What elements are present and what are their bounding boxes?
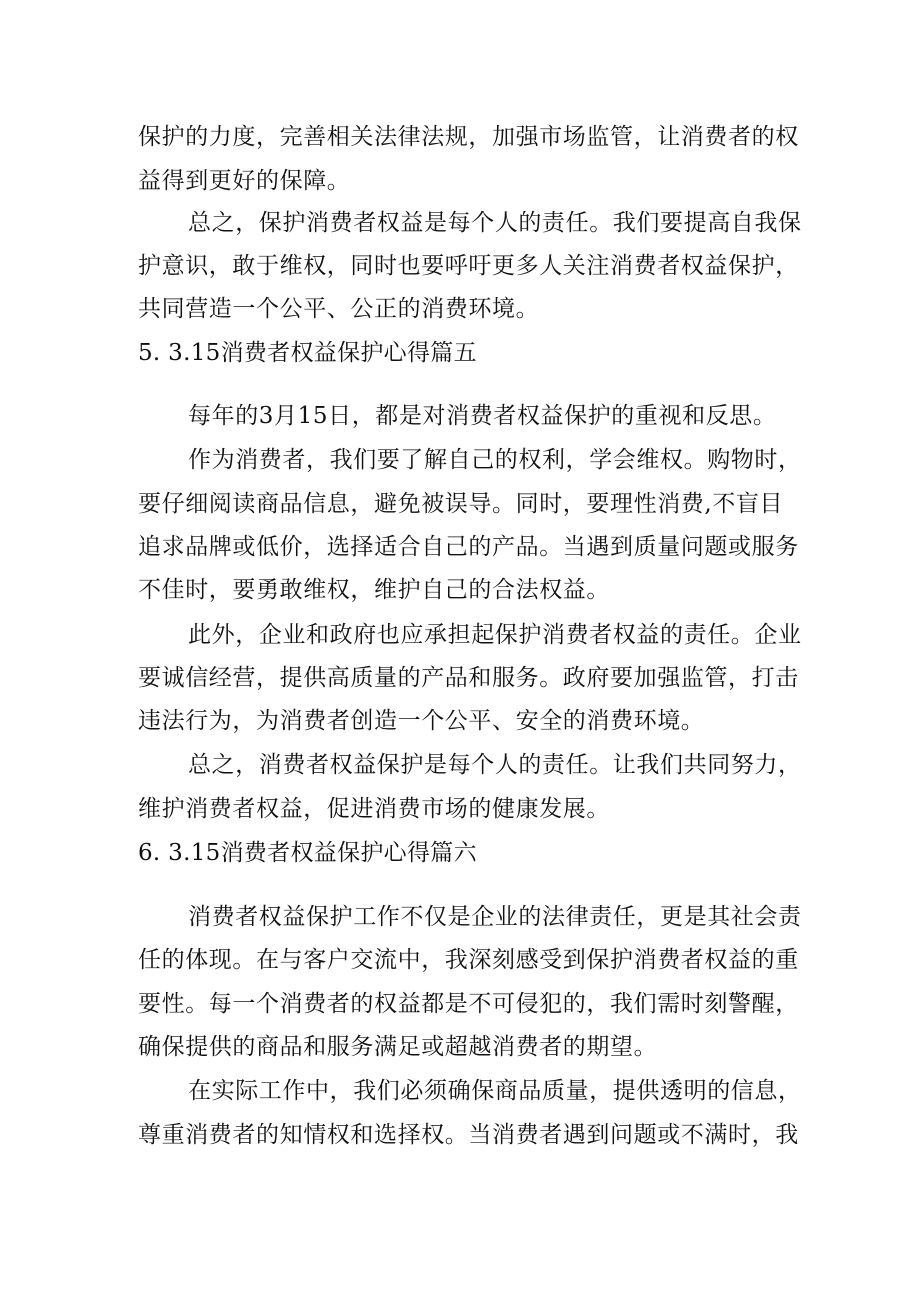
text-line: 不佳时，要勇敢维权，维护自己的合法权益。 bbox=[138, 577, 610, 603]
text-line: 追求品牌或低价，选择适合自己的产品。当遇到质量问题或服务 bbox=[138, 534, 799, 560]
paragraph-start-line: 每年的3月15日，都是对消费者权益保护的重视和反思。 bbox=[188, 403, 777, 429]
section-heading-6: 6. 3.15消费者权益保护心得篇六 bbox=[138, 840, 477, 866]
text-line: 维护消费者权益，促进消费市场的健康发展。 bbox=[138, 796, 610, 822]
text-line: 尊重消费者的知情权和选择权。当消费者遇到问题或不满时，我 bbox=[138, 1122, 799, 1148]
text-line: 要仔细阅读商品信息，避免被误导。同时，要理性消费,不盲目 bbox=[138, 491, 784, 517]
paragraph-start-line: 作为消费者，我们要了解自己的权利，学会维权。购物时， bbox=[188, 447, 802, 473]
paragraph-start-line: 总之，保护消费者权益是每个人的责任。我们要提高自我保 bbox=[188, 210, 802, 236]
text-line: 护意识，敢于维权，同时也要呼吁更多人关注消费者权益保护， bbox=[138, 253, 799, 279]
section-heading-5: 5. 3.15消费者权益保护心得篇五 bbox=[138, 340, 477, 366]
paragraph-start-line: 消费者权益保护工作不仅是企业的法律责任，更是其社会责 bbox=[188, 904, 802, 930]
text-line: 确保提供的商品和服务满足或超越消费者的期望。 bbox=[138, 1034, 658, 1060]
text-line: 共同营造一个公平、公正的消费环境。 bbox=[138, 296, 540, 322]
text-line: 任的体现。在与客户交流中，我深刻感受到保护消费者权益的重 bbox=[138, 947, 799, 973]
text-line: 违法行为，为消费者创造一个公平、安全的消费环境。 bbox=[138, 708, 705, 734]
text-line: 要诚信经营，提供高质量的产品和服务。政府要加强监管，打击 bbox=[138, 665, 799, 691]
text-line: 要性。每一个消费者的权益都是不可侵犯的，我们需时刻警醒， bbox=[138, 991, 799, 1017]
paragraph-start-line: 总之，消费者权益保护是每个人的责任。让我们共同努力， bbox=[188, 752, 802, 778]
text-line: 益得到更好的保障。 bbox=[138, 168, 351, 194]
paragraph-start-line: 此外，企业和政府也应承担起保护消费者权益的责任。企业 bbox=[188, 622, 802, 648]
paragraph-start-line: 在实际工作中，我们必须确保商品质量，提供透明的信息， bbox=[188, 1078, 802, 1104]
text-line: 保护的力度，完善相关法律法规，加强市场监管，让消费者的权 bbox=[138, 124, 799, 150]
